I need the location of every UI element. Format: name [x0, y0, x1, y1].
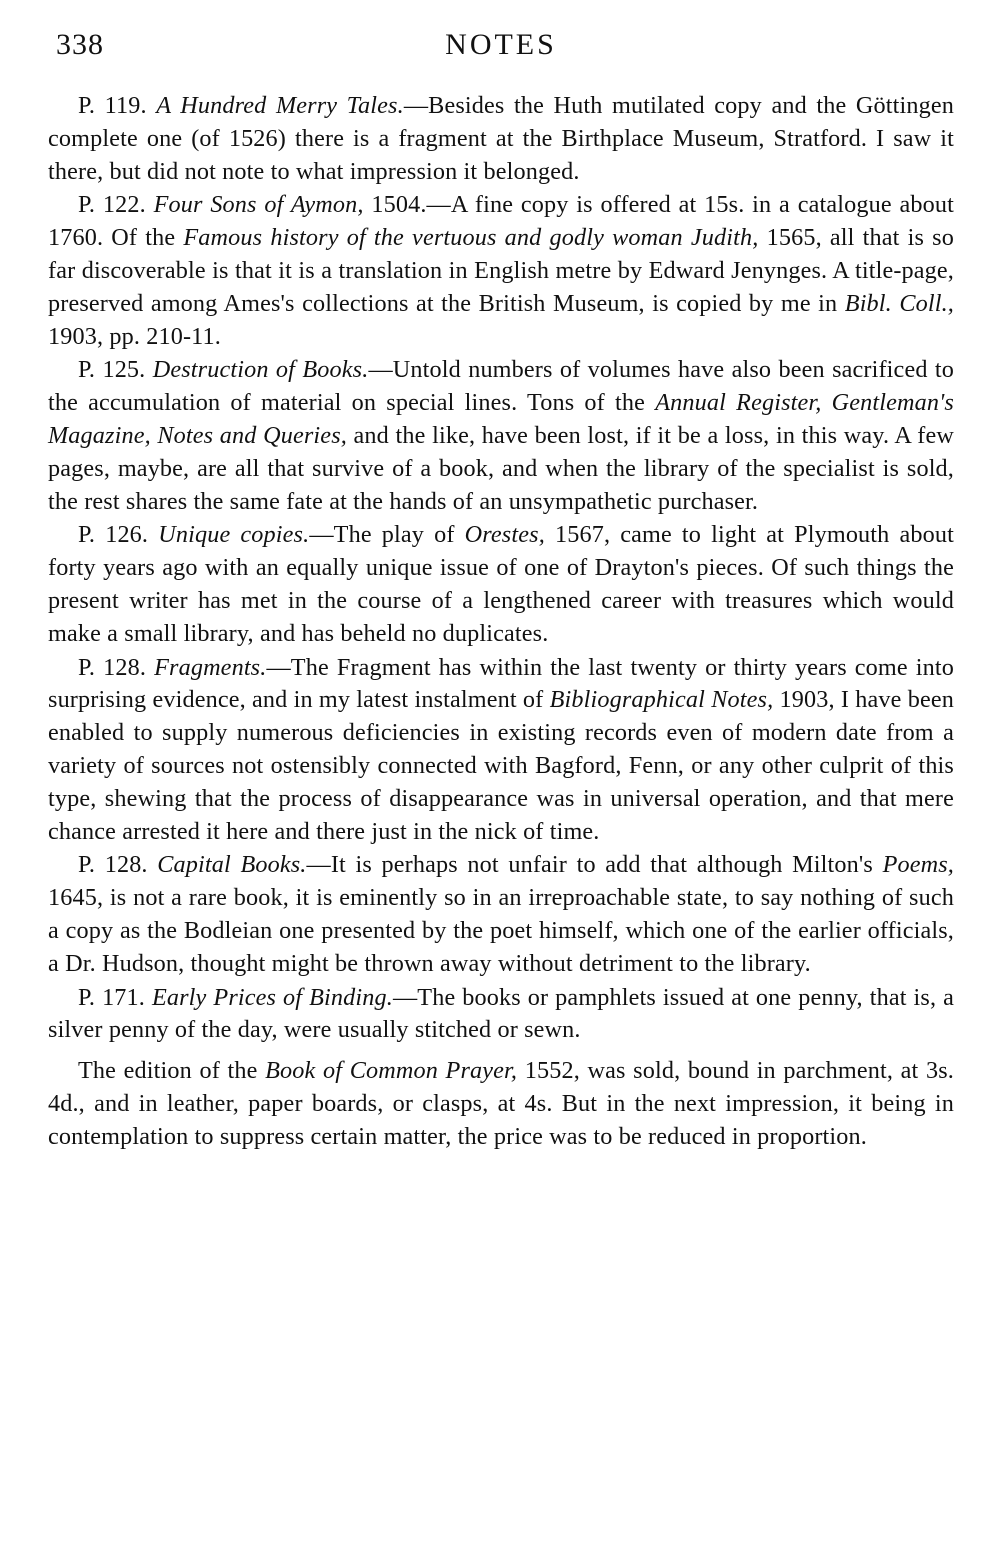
- note-title: Unique copies.: [158, 521, 310, 549]
- italic-title: Bibl. Coll.,: [844, 289, 954, 317]
- note-text: —The play of: [309, 521, 465, 549]
- note-text: 1645, is not a rare book, it is eminently so in an irreproachable state, to say nothing of such a copy as the Bodleian one presented by the poet himself, which one of the earlier officials, a Dr. Hudson, thought might be thrown away without detriment to the library.: [48, 884, 954, 977]
- note-text: 1552, was sold, bound in parchment, at 3s. 4d., and in leather, paper boards, or clasps, at 4s. But in the next impression, it being in contemplation to suppress certain matter, the price was to be reduced in proportion.: [48, 1057, 954, 1150]
- note-p128-capital-books: [48, 849, 954, 980]
- page-reference: P. 171.: [78, 983, 145, 1011]
- italic-title: Poems,: [882, 851, 954, 879]
- note-text: 1565, all that is so far discoverable is that it is a translation in English metre by Edward Jenynges. A title-page, preserved among Ames's collections at the British Museum, is copied by me in: [48, 224, 954, 317]
- italic-title: Bibliographical Notes,: [549, 686, 774, 714]
- note-text: —Besides the Huth mutilated copy and the Göttingen complete one (of 1526) there is a fragment at the Birthplace Museum, Stratford. I saw it there, but did not note to what impression it belonged.: [48, 92, 954, 185]
- note-text: and the like, have been lost, if it be a loss, in this way. A few pages, maybe, are all that survive of a book, and when the library of the specialist is sold, the rest shares the same fate at the hands of an unsympathetic purchaser.: [48, 421, 954, 515]
- note-text: 1567, came to light at Plymouth about forty years ago with an equally unique issue of one of Drayton's pieces. Of such things the present writer has met in the course of a lengthened career with treasures which would make a small library, and has beheld no duplicates.: [48, 521, 954, 647]
- note-p128-fragments: [48, 652, 954, 849]
- note-title: Early Prices of Binding.: [151, 983, 393, 1011]
- note-title: Four Sons of Aymon,: [153, 191, 364, 219]
- page-reference: P. 119.: [78, 92, 147, 119]
- italic-title: Annual Register, Gentleman's Magazine, Notes and Queries,: [48, 389, 954, 449]
- note-title: A Hundred Merry Tales.: [156, 92, 404, 119]
- page-header: [48, 28, 954, 70]
- note-title: Fragments.: [154, 653, 267, 681]
- page-reference: P. 122.: [78, 191, 146, 219]
- running-head: NOTES: [445, 28, 557, 61]
- note-text: —The books or pamphlets issued at one penny, that is, a silver penny of the day, were usually stitched or sewn.: [48, 983, 954, 1044]
- note-title: Capital Books.: [157, 851, 307, 879]
- note-p126: [48, 519, 954, 650]
- note-common-prayer: [48, 1055, 954, 1153]
- page-reference: P. 128.: [78, 653, 147, 681]
- note-text: 1504.—A fine copy is offered at 15s. in a catalogue about 1760. Of the: [48, 191, 954, 252]
- note-text: 1903, pp. 210-11.: [48, 322, 221, 350]
- book-page: [48, 28, 954, 1155]
- italic-title: Famous history of the vertuous and godly woman Judith,: [183, 224, 759, 252]
- note-text: 1903, I have been enabled to supply numerous deficiencies in existing records even of modern date from a variety of sources not ostensibly connected with Bagford, Fenn, or any other culprit of this type, shewing that the process of disappearance was in universal operation, and that mere chance arrested it here and there just in the nick of time.: [48, 686, 954, 845]
- note-title: Destruction of Books.: [152, 356, 369, 384]
- note-p125: [48, 354, 954, 518]
- page-reference: P. 128.: [78, 851, 148, 879]
- note-p122: [48, 189, 954, 353]
- page-number: 338: [56, 28, 104, 61]
- italic-title: Book of Common Prayer,: [265, 1057, 518, 1085]
- note-p119: [48, 90, 954, 188]
- page-reference: P. 126.: [78, 521, 149, 549]
- page-reference: P. 125.: [78, 356, 146, 384]
- note-p171: [48, 982, 954, 1048]
- note-text: The edition of the: [78, 1057, 266, 1085]
- italic-title: Orestes,: [464, 521, 545, 549]
- note-text: —Untold numbers of volumes have also been sacrificed to the accumulation of material on special lines. Tons of the: [48, 356, 955, 417]
- note-text: —The Fragment has within the last twenty or thirty years come into surprising evidence, and in my latest instalment of: [48, 653, 954, 714]
- note-text: —It is perhaps not unfair to add that although Milton's: [306, 851, 883, 879]
